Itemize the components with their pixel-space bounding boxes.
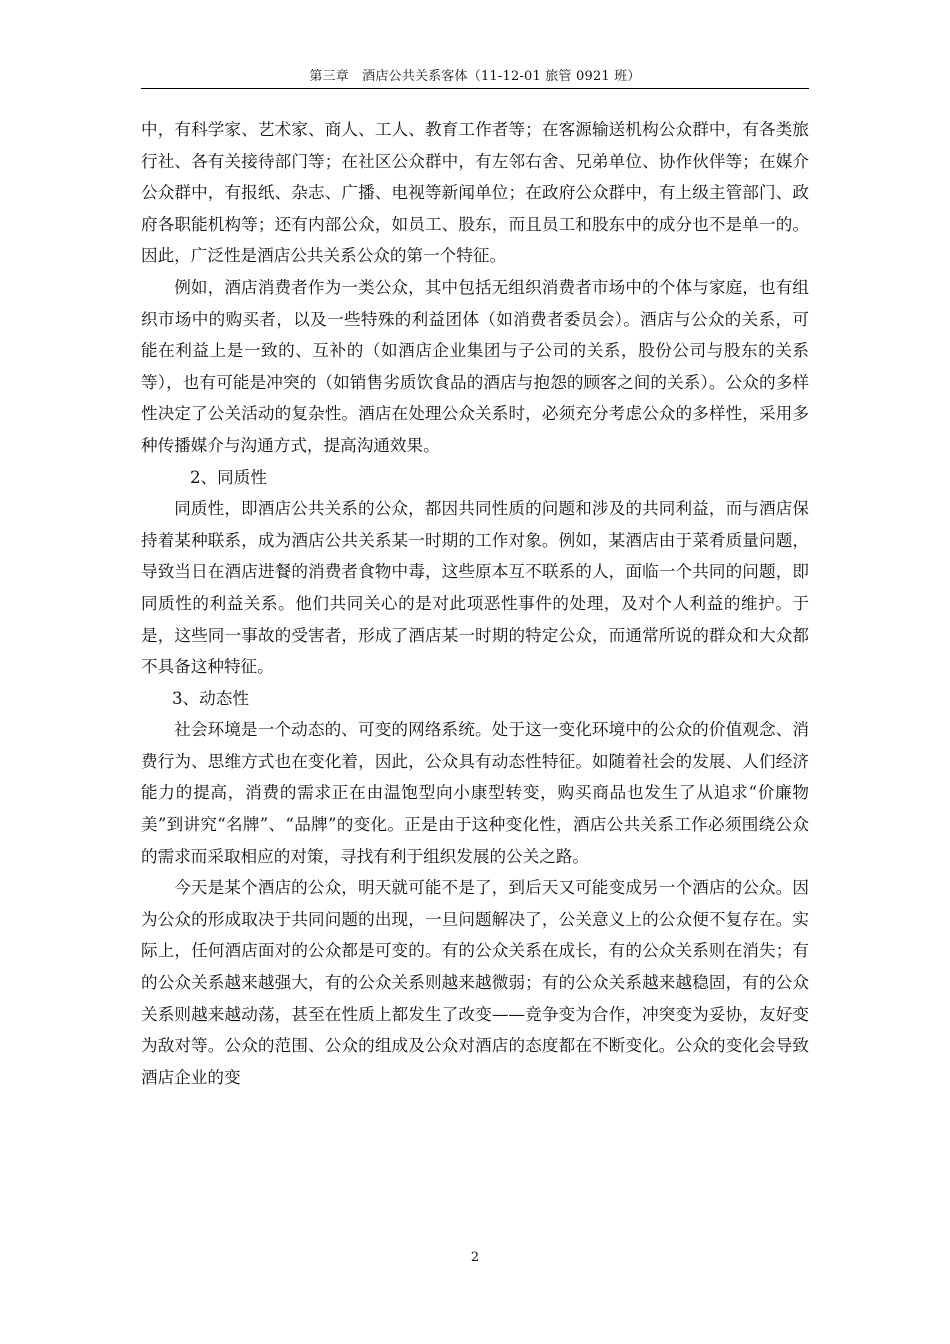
paragraph-change: 今天是某个酒店的公众，明天就可能不是了，到后天又可能变成另一个酒店的公众。因为公众的形成取决于共同问题的出现，一旦问题解决了，公关意义上的公众便不复存在。实际上，任何酒店面对的公众都是可变的。有的公众关系在成长，有的公众关系则在消失；有的公众关系越来越强大，有的公众关系则越来越微弱；有的公众关系越来越稳固，有的公众关系则越来越动荡，甚至在性质上都发生了改变——竞争变为合作，冲突变为妥协，友好变为敌对等。公众的范围、公众的组成及公众对酒店的态度都在不断变化。公众的变化会导致酒店企业的变 [141, 878, 809, 1087]
paragraph-continuation: 中，有科学家、艺术家、商人、工人、教育工作者等；在客源输送机构公众群中，有各类旅行社、各有关接待部门等；在社区公众群中，有左邻右舍、兄弟单位、协作伙伴等；在媒介公众群中，有报纸、杂志、广播、电视等新闻单位；在政府公众群中，有上级主管部门、政府各职能机构等；还有内部公众，如员工、股东，而且员工和股东中的成分也不是单一的。因此，广泛性是酒店公共关系公众的第一个特征。 [141, 120, 809, 266]
section-heading-dynamism: 3、动态性 [172, 688, 249, 708]
paragraph-example: 例如，酒店消费者作为一类公众，其中包括无组织消费者市场中的个体与家庭，也有组织市场中的购买者，以及一些特殊的利益团体（如消费者委员会）。酒店与公众的关系，可能在利益上是一致的、互补的（如酒店企业集团与子公司的关系，股份公司与股东的关系等），也有可能是冲突的（如销售劣质饮食品的酒店与抱怨的顾客之间的关系）。公众的多样性决定了公关活动的复杂性。酒店在处理公众关系时，必须充分考虑公众的多样性，采用多种传播媒介与沟通方式，提高沟通效果。 [141, 277, 809, 455]
body-text [141, 114, 809, 1093]
section-heading-homogeneity: 2、同质性 [190, 467, 267, 487]
paragraph-homogeneity: 同质性，即酒店公共关系的公众，都因共同性质的问题和涉及的共同利益，而与酒店保持着某种联系，成为酒店公共关系某一时期的工作对象。例如，某酒店由于菜肴质量问题，导致当日在酒店进餐的消费者食物中毒，这些原本互不联系的人，面临一个共同的问题，即同质性的利益关系。他们共同关心的是对此项恶性事件的处理，及对个人利益的维护。于是，这些同一事故的受害者，形成了酒店某一时期的特定公众，而通常所说的群众和大众都不具备这种特征。 [141, 499, 809, 677]
page-number: 2 [470, 1250, 480, 1265]
paragraph-dynamism: 社会环境是一个动态的、可变的网络系统。处于这一变化环境中的公众的价值观念、消费行为、思维方式也在变化着，因此，公众具有动态性特征。如随着社会的发展、人们经济能力的提高，消费的需求正在由温饱型向小康型转变，购买商品也发生了从追求“价廉物美”到讲究“名牌”、“品牌”的变化。正是由于这种变化性，酒店公共关系工作必须围绕公众的需求而采取相应的对策，寻找有利于组织发展的公关之路。 [141, 720, 809, 866]
page-header: 第三章 酒店公共关系客体（11-12-01 旅管 0921 班） [309, 69, 641, 84]
header-rule [141, 88, 809, 89]
